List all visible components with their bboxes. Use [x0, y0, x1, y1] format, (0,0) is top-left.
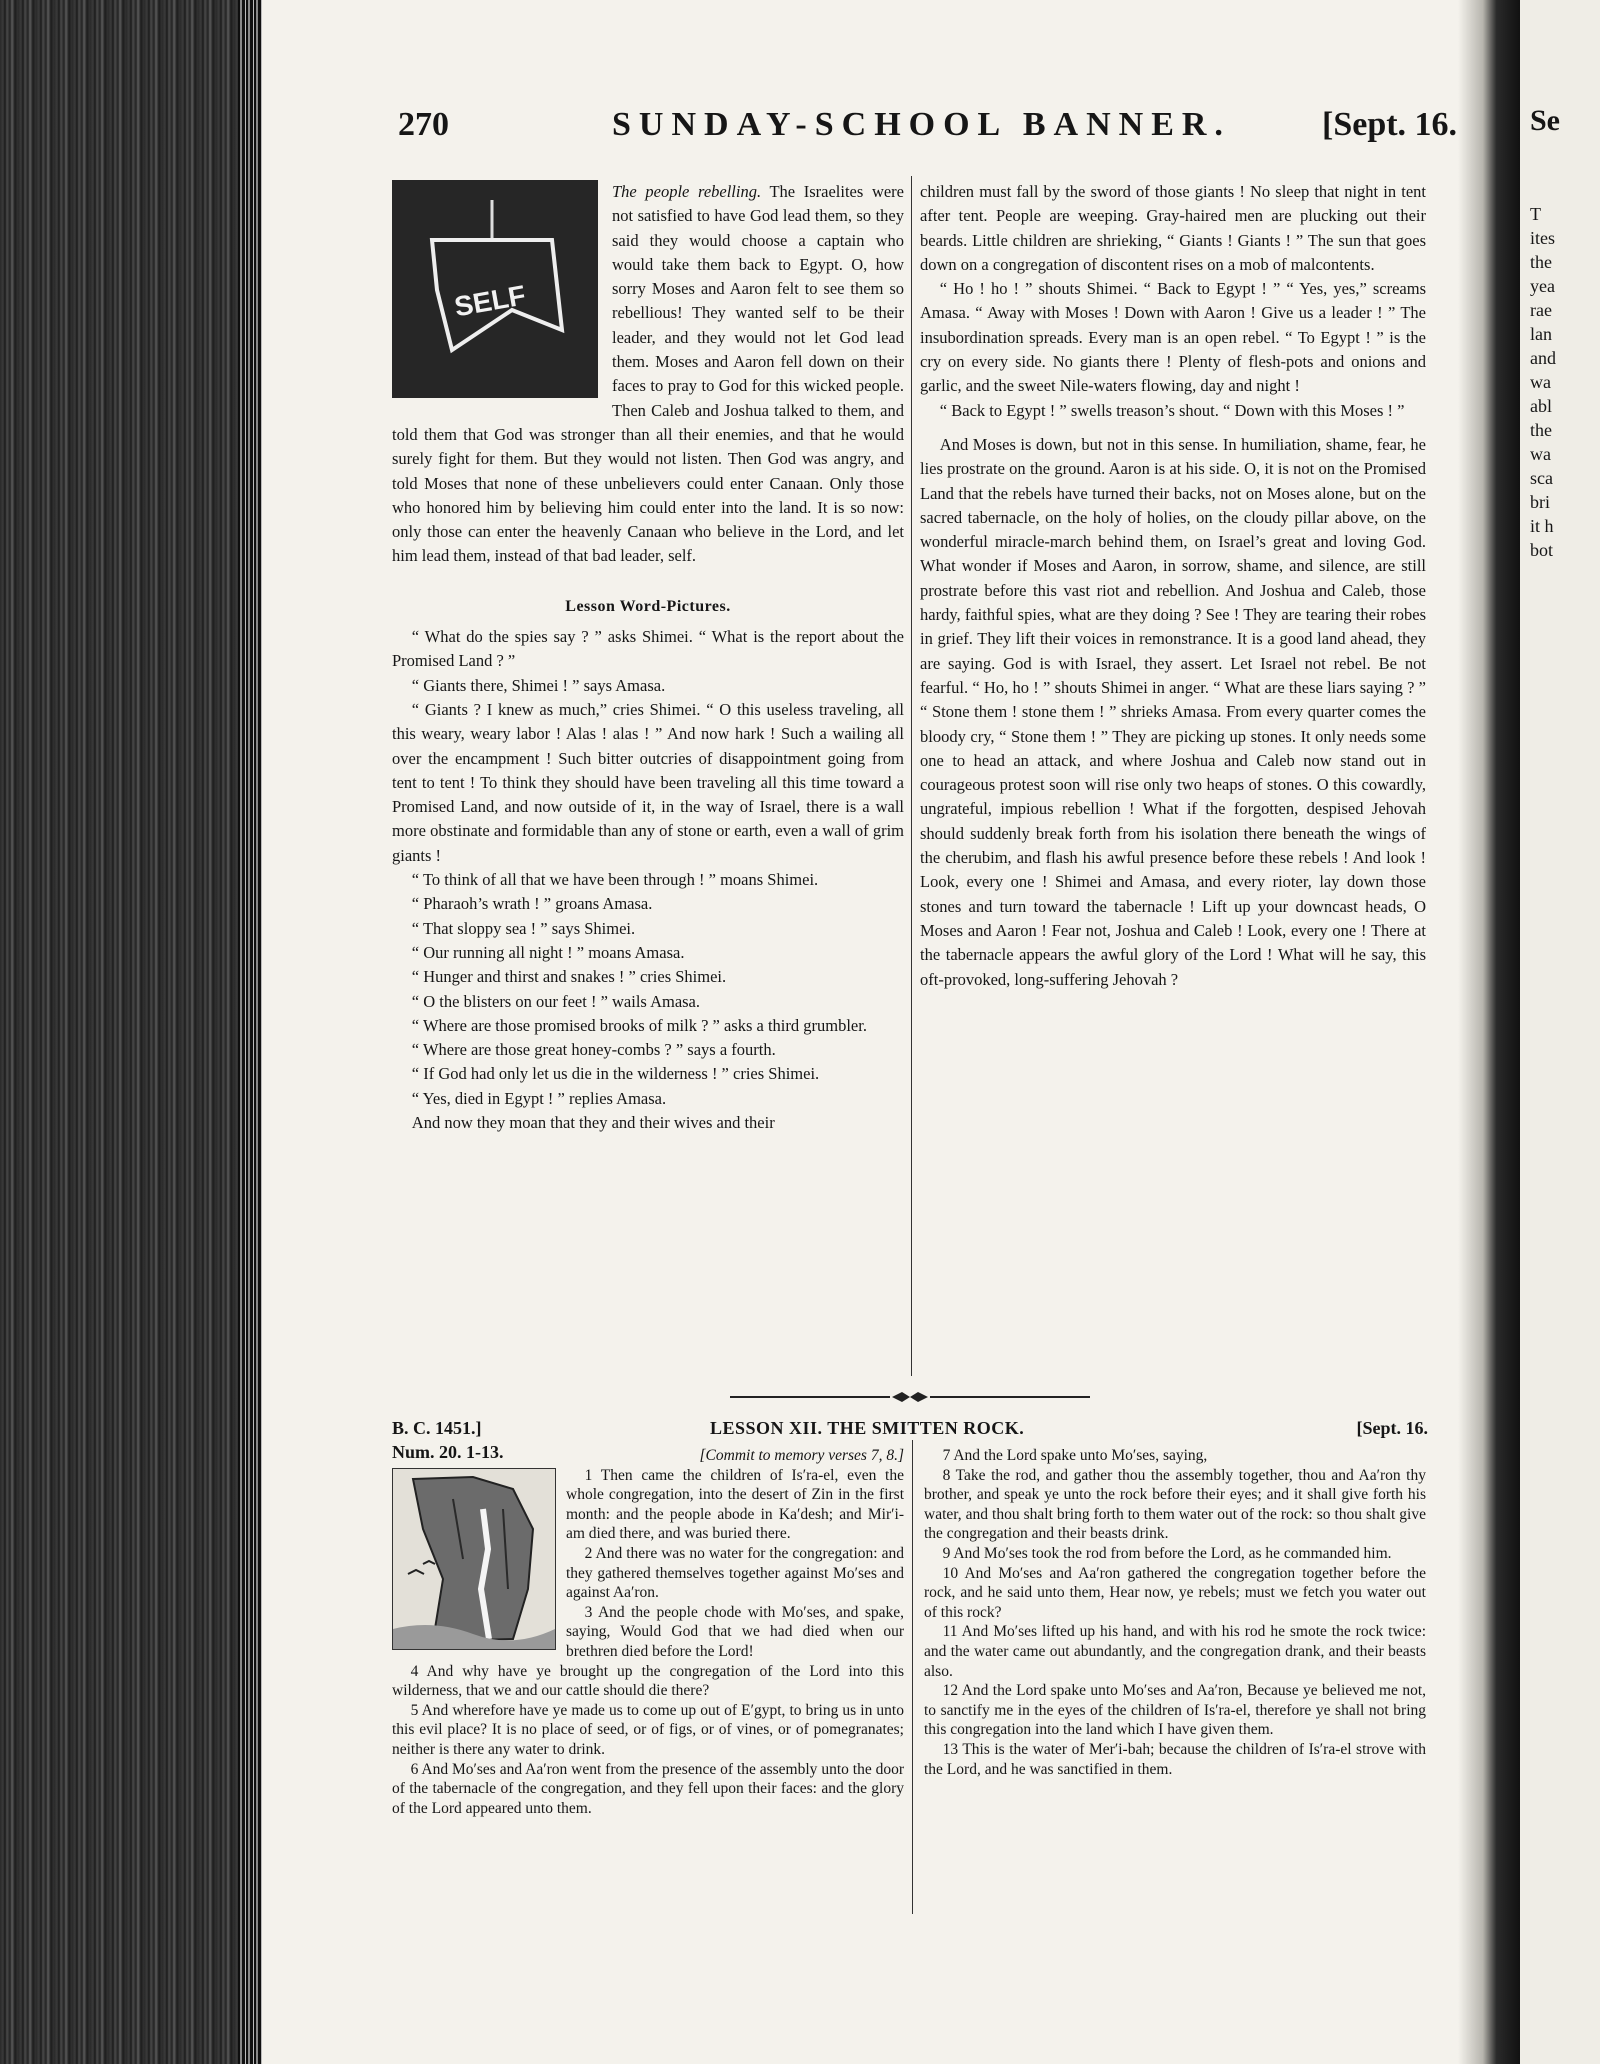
paragraph: “ What do the spies say ? ” asks Shimei. “ What is the report about the Promised Land ? ” [392, 627, 904, 671]
verse: 1 Then came the children of Is′ra-el, even the whole congregation, into the desert of Zin in the first month: and the people abode in Ka′desh; and Mir′i-am died there, and was buried there. [566, 1466, 904, 1543]
verse: 10 And Mo′ses and Aa′ron gathered the congregation together before the rock, and he said unto them, Hear now, ye rebels; must we fetch you water out of this rock? [924, 1564, 1426, 1621]
paragraph: “ Giants there, Shimei ! ” says Amasa. [411, 675, 666, 695]
next-page-line: T [1530, 204, 1541, 224]
next-page-line: lan [1530, 324, 1552, 344]
paragraph: “ To think of all that we have been through ! ” moans Shimei. [411, 870, 819, 890]
scripture-reference: Num. 20. 1-13. [392, 1442, 504, 1462]
next-page-line: the [1530, 252, 1552, 272]
verse: 4 And why have ye brought up the congregation of the Lord into this wilderness, that we and our cattle should die there? [392, 1662, 904, 1700]
next-page-line: bri [1530, 492, 1550, 512]
lesson-header [392, 1418, 1428, 1442]
lesson-year: B. C. 1451.] [392, 1418, 482, 1438]
paragraph: children must fall by the sword of those giants ! No sleep that night in tent after tent. People are weeping. Gray-haired men are plucking out their beards. Little children are shrieking, “ Giants ! Giants ! ” The sun that goes down on a congregation of discontent rises on a mob of malcontents. [920, 182, 1426, 274]
next-page-header: Se [1530, 104, 1560, 137]
next-page-line: wa [1530, 372, 1551, 392]
intro-heading: The people rebelling. [612, 182, 762, 201]
column-divider [911, 176, 912, 1376]
next-page-line: it h [1530, 516, 1554, 536]
rock-icon [393, 1469, 555, 1649]
paragraph: And now they moan that they and their wives and their [411, 1112, 775, 1132]
next-page-line: yea [1530, 276, 1555, 296]
verse: 13 This is the water of Mer′i-bah; because the children of Is′ra-el strove with the Lord, and he was sanctified in them. [924, 1740, 1426, 1778]
word-pictures-title: Lesson Word-Pictures. [565, 597, 731, 615]
next-page-line: and [1530, 348, 1556, 368]
verse: 8 Take the rod, and gather thou the assembly together, thou and Aa′ron thy brother, and speak ye unto the rock before their eyes; and it shall give forth his water, and thou shalt bring forth to them water out of the rock: so thou shalt give the congregation and their beasts drink. [924, 1466, 1426, 1543]
verse: 9 And Mo′ses took the rod from before the Lord, as he commanded him. [942, 1544, 1392, 1562]
page-number: 270 [398, 106, 449, 143]
book-binding [0, 0, 262, 2064]
paragraph: “ Where are those promised brooks of milk ? ” asks a third grumbler. [411, 1015, 867, 1035]
next-page-line: ites [1530, 228, 1555, 248]
paragraph: “ Back to Egypt ! ” swells treason’s shout. “ Down with this Moses ! ” [939, 400, 1405, 420]
paragraph: “ That sloppy sea ! ” says Shimei. [411, 918, 636, 938]
self-banner-illustration [392, 180, 598, 398]
paragraph: “ Yes, died in Egypt ! ” replies Amasa. [411, 1088, 667, 1108]
verse: 6 And Mo′ses and Aa′ron went from the presence of the assembly unto the door of the tabernacle of the congregation, and they fell upon their faces: and the glory of the Lord appeared unto them. [392, 1760, 904, 1817]
issue-date: [Sept. 16. [1322, 106, 1458, 143]
next-page-fragment [1520, 0, 1600, 2064]
paragraph: “ O the blisters on our feet ! ” wails Amasa. [411, 991, 701, 1011]
banner-label: SELF [451, 279, 528, 323]
paragraph: “ Giants ? I knew as much,” cries Shimei. “ O this useless traveling, all this weary, weary labor ! Alas ! alas ! ” And now hark ! Such a wailing all over the encampment ! Such bitter outcries of disappointment going from tent to tent ! To think they should have been traveling all this time toward a Promised Land, and now outside of it, in the way of Israel, there is a wall more obstinate and formidable than any of stone or earth, even a wall of grim giants ! [392, 699, 904, 865]
next-page-line: wa [1530, 444, 1551, 464]
ornament-divider [730, 1390, 1090, 1404]
paragraph: “ If God had only let us die in the wilderness ! ” cries Shimei. [411, 1064, 820, 1084]
verse: 7 And the Lord spake unto Mo′ses, saying, [942, 1447, 1208, 1464]
verse: 2 And there was no water for the congregation: and they gathered themselves together against Mo′ses and against Aa′ron. [566, 1544, 904, 1602]
intro-text: The Israelites were not satisfied to have God lead them, so they said they would choose a captain who would take them back to Egypt. O, how sorry Moses and Aaron felt to see them so rebellious! They wanted self to be their leader, and they would not let God lead them. Moses and Aaron fell down on their faces to pray to God for this wicked people. Then Caleb and Joshua talked to them, and told them that God was stronger than all their enemies, and that he would surely fight for them. But they would not listen. Then God was angry, and told Moses that none of these unbelievers could enter Canaan. Only those who honored him by believing him could enter into the land. It is so now: only those can enter the heavenly Canaan who believe in the Lord, and let him lead them, instead of that bad leader, self. [392, 182, 904, 566]
scripture-column-divider [912, 1440, 913, 1914]
running-title: SUNDAY-SCHOOL BANNER. [612, 106, 1231, 143]
scripture-right-column [924, 1446, 1426, 1779]
left-column [392, 180, 904, 1135]
paragraph: And Moses is down, but not in this sense. In humiliation, shame, fear, he lies prostrate on the ground. Aaron is at his side. O, it is not on the Promised Land that the rebels have turned their backs, not on Moses alone, but on the sacred tabernacle, on the holy of holies, on the cloudy pillar above, on the wonderful miracle-march behind them, on Israel’s great and loving God. What wonder if Moses and Aaron, in sorrow, shame, and silence, are still prostrate before this vast riot and rebellion. And Joshua and Caleb, those hardy, faithful spies, what are they doing ? See ! They are tearing their robes in grief. They lift their voices in remonstrance. It is a good land ahead, they are saying. God is with Israel, they assert. Let Israel not rebel. Be not fearful. “ Ho, ho ! ” shouts Shimei in anger. “ What are these liars saying ? ” “ Stone them ! stone them ! ” shrieks Amasa. From every quarter comes the bloody cry, “ Stone them ! ” They are picking up stones. It only needs some one to head an attack, and where Joshua and Caleb now stand out in courageous protest soon will rise only two heaps of stones. O this cowardly, ungrateful, impious rebellion ! What if the forgotten, despised Jehovah should suddenly break forth from his isolation there beneath the wings of the cherubim, and flash his awful presence before these rebels ! And look ! Look, every one ! Shimei and Amasa, and every rioter, lay down those stones and turn toward the tabernacle ! Lift up your downcast heads, O Moses and Aaron ! Fear not, Joshua and Caleb ! Look, every one ! There at the tabernacle appears the awful glory of the Lord ! What will he say, this oft-provoked, long-suffering Jehovah ? [920, 434, 1426, 989]
verse: 12 And the Lord spake unto Mo′ses and Aa′ron, Because ye believed me not, to sanctify me in the eyes of the children of Is′ra-el, therefore ye shall not bring this congregation into the land which I have given them. [924, 1682, 1426, 1739]
smitten-rock-illustration [392, 1468, 556, 1650]
verse: 5 And wherefore have ye made us to come up out of E′gypt, to bring us in unto this evil place? It is no place of seed, or of figs, or of vines, or of pomegranates; neither is there any water to drink. [392, 1701, 904, 1758]
next-page-line: sca [1530, 468, 1553, 488]
verse: 3 And the people chode with Mo′ses, and spake, saying, Would God that we had died when our brethren died before the Lord! [566, 1603, 904, 1660]
paragraph: “ Pharaoh’s wrath ! ” groans Amasa. [411, 894, 653, 914]
next-page-line: bot [1530, 540, 1554, 560]
verse: 11 And Mo′ses lifted up his hand, and with his rod he smote the rock twice: and the water came out abundantly, and the congregation drank, and their beasts also. [924, 1623, 1426, 1680]
next-page-line: rae [1530, 300, 1552, 320]
right-column [920, 180, 1426, 992]
banner-flag-icon [392, 180, 598, 398]
paragraph: “ Ho ! ho ! ” shouts Shimei. “ Back to Egypt ! ” “ Yes, yes,” screams Amasa. “ Away with Moses ! Down with Aaron ! Give us a leader ! ” The insubordination spreads. Every man is an open rebel. “ To Egypt ! ” is the cry on every side. No giants there ! Plenty of flesh-pots and onions and garlic, and the sweet Nile-waters flowing, day and night ! [920, 279, 1426, 396]
scripture-left-column [392, 1446, 904, 1818]
next-page-line: the [1530, 420, 1552, 440]
next-page-line: abl [1530, 396, 1552, 416]
paragraph: “ Our running all night ! ” moans Amasa. [411, 942, 685, 962]
commit-note: [Commit to memory verses 7, 8.] [699, 1447, 904, 1464]
paragraph: “ Hunger and thirst and snakes ! ” cries Shimei. [411, 967, 727, 987]
page-gutter [1458, 0, 1520, 2064]
lesson-date: [Sept. 16. [1356, 1418, 1428, 1438]
lesson-title: LESSON XII. THE SMITTEN ROCK. [710, 1418, 1025, 1438]
binding-edge [238, 0, 262, 2064]
paragraph: “ Where are those great honey-combs ? ” says a fourth. [411, 1040, 776, 1060]
